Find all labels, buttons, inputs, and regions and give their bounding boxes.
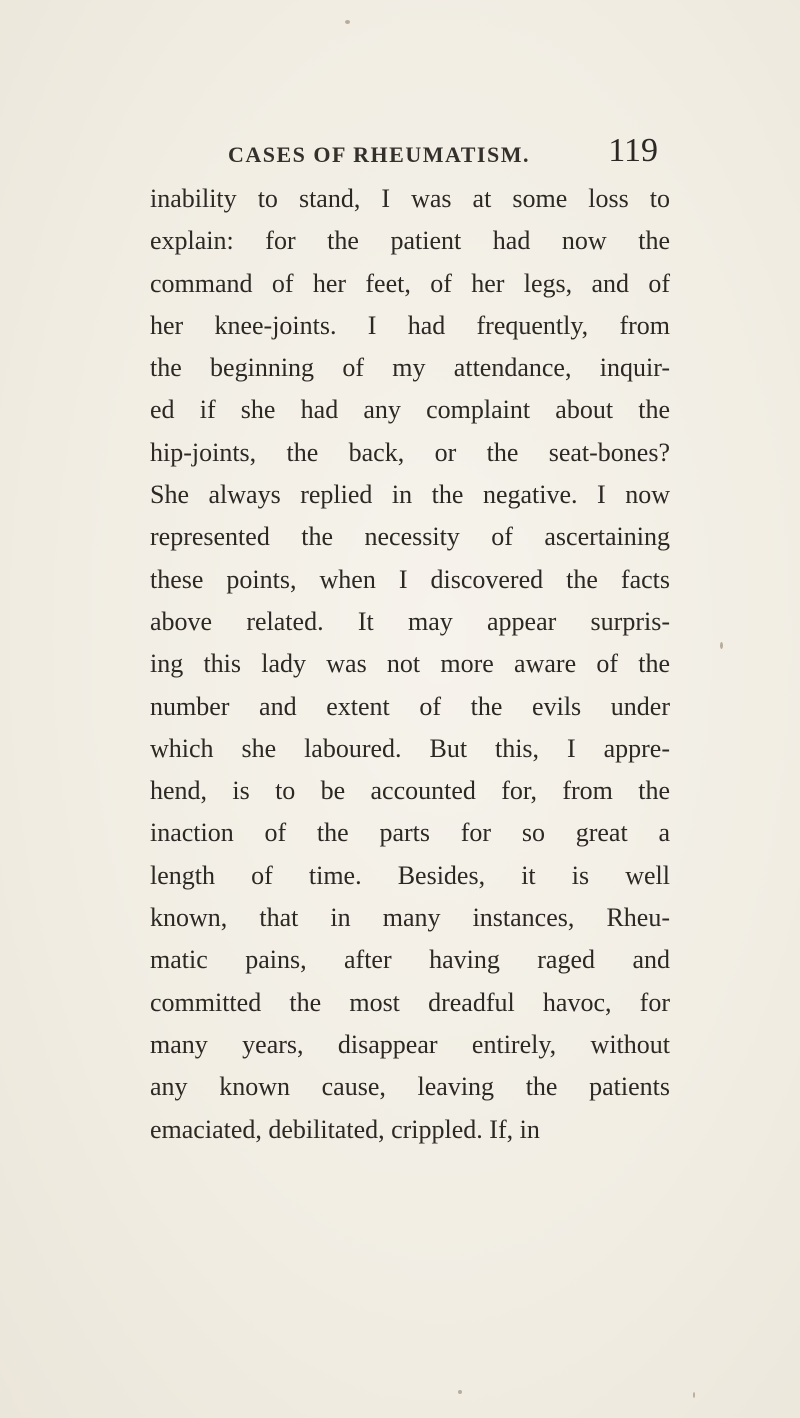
text-line: command of her feet, of her legs, and of [150, 268, 670, 298]
text-line: represented the necessity of ascertaining [150, 522, 670, 552]
paper-speck [345, 20, 350, 24]
paper-speck [693, 1392, 695, 1398]
page-number: 119 [608, 132, 658, 169]
text-line: length of time. Besides, it is well [150, 860, 670, 890]
text-line: the beginning of my attendance, inquir- [150, 353, 670, 383]
text-line: any known cause, leaving the patients [150, 1072, 670, 1102]
text-line: committed the most dreadful havoc, for [150, 987, 670, 1017]
text-line: ed if she had any complaint about the [150, 395, 670, 425]
text-line: number and extent of the evils under [150, 691, 670, 721]
text-line: hend, is to be accounted for, from the [150, 776, 670, 806]
text-line: emaciated, debilitated, crippled. If, in [150, 1114, 540, 1144]
text-line: ing this lady was not more aware of the [150, 649, 670, 679]
text-line: hip-joints, the back, or the seat-bones? [150, 437, 670, 467]
body-text [150, 178, 670, 1151]
paper-speck [720, 642, 723, 649]
text-line: matic pains, after having raged and [150, 945, 670, 975]
text-line: above related. It may appear surpris- [150, 606, 670, 636]
paper-speck [458, 1390, 462, 1394]
text-line: inaction of the parts for so great a [150, 818, 670, 848]
text-line: inability to stand, I was at some loss to [150, 184, 670, 213]
page-header [228, 130, 658, 170]
text-line: explain: for the patient had now the [150, 226, 670, 256]
text-line: known, that in many instances, Rheu- [150, 903, 670, 933]
text-line: these points, when I discovered the facts [150, 564, 670, 594]
text-line: which she laboured. But this, I appre- [150, 733, 670, 763]
text-line: her knee-joints. I had frequently, from [150, 310, 670, 340]
running-title: CASES OF RHEUMATISM. [228, 142, 530, 167]
text-line: many years, disappear entirely, without [150, 1029, 670, 1059]
text-line: She always replied in the negative. I now [150, 480, 670, 510]
